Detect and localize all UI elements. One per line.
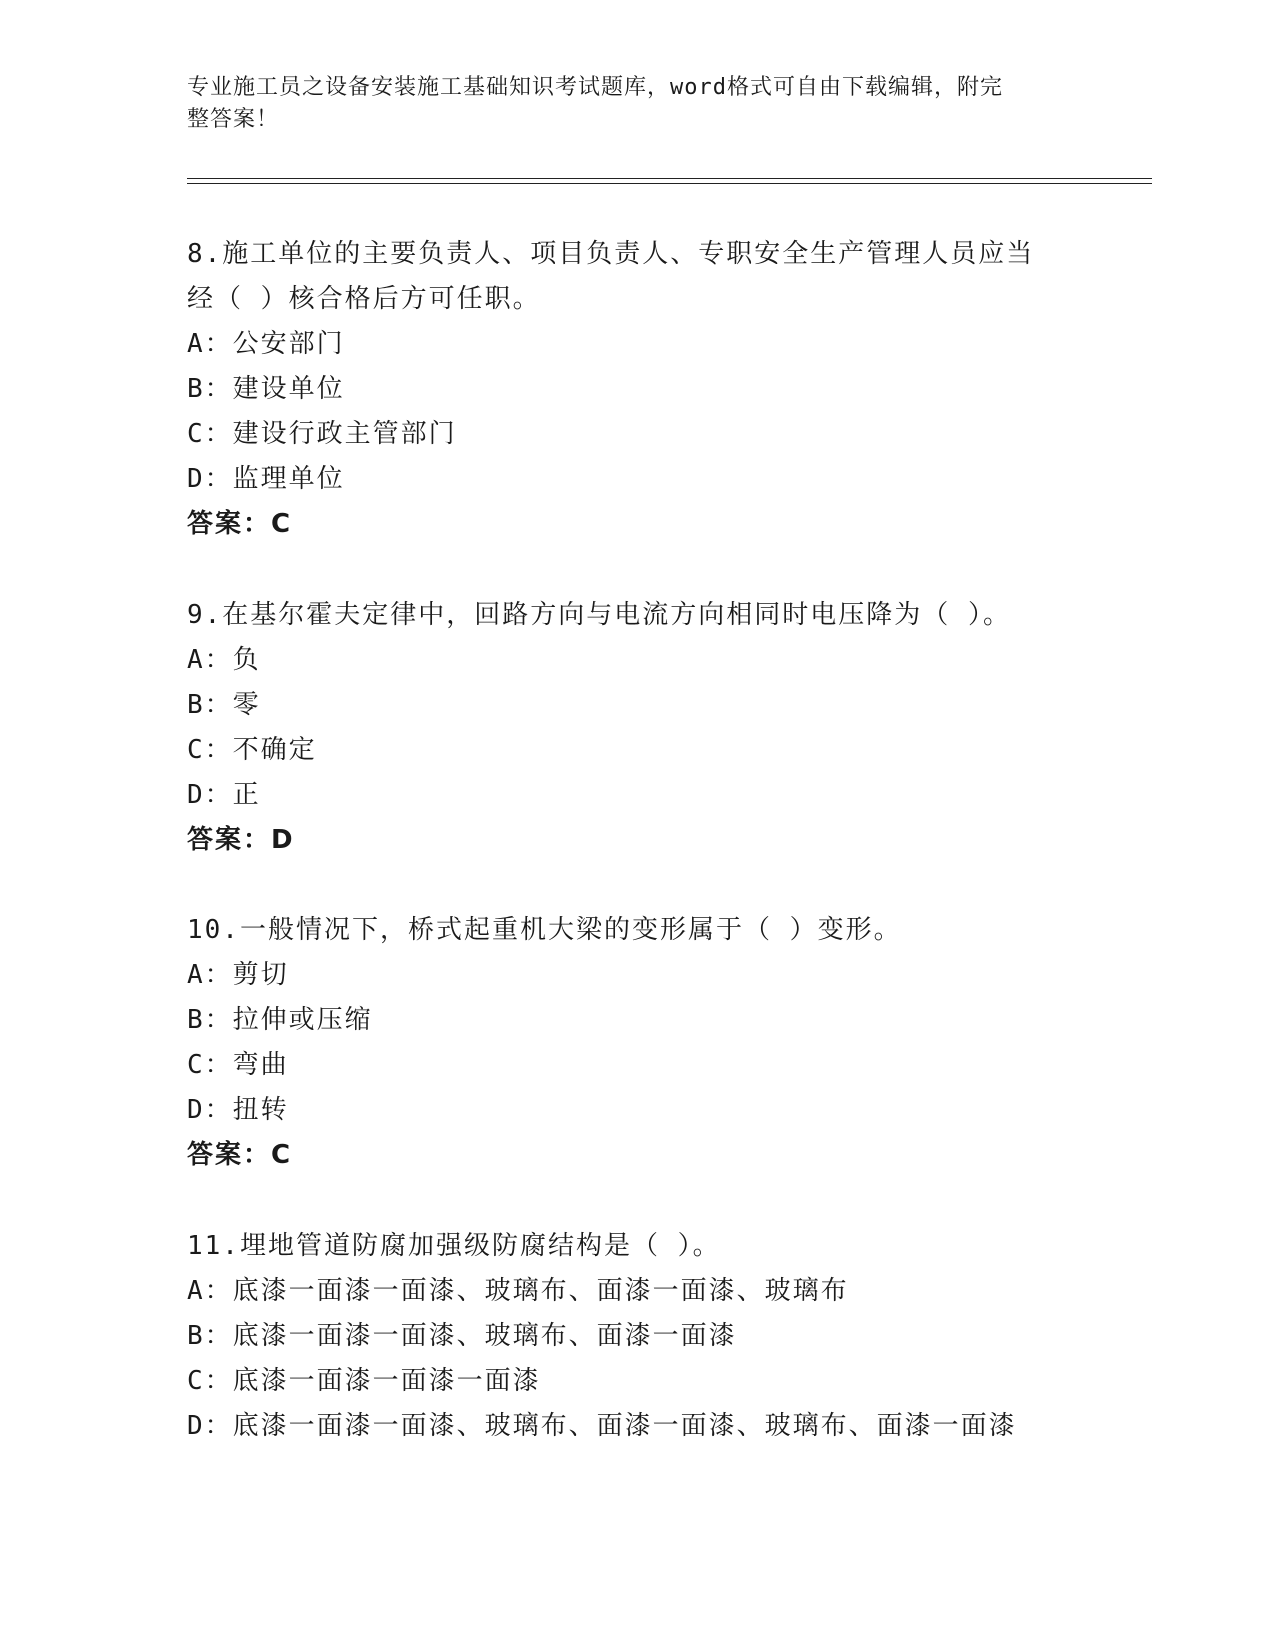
option-c: C：建设行政主管部门 xyxy=(187,419,457,449)
option-d: D：正 xyxy=(187,780,261,810)
header-divider xyxy=(187,183,1152,184)
option-b: B：底漆一面漆一面漆、玻璃布、面漆一面漆 xyxy=(187,1321,737,1351)
option-c: C：底漆一面漆一面漆一面漆 xyxy=(187,1366,541,1396)
option-c: C：弯曲 xyxy=(187,1050,289,1080)
option-b: B：零 xyxy=(187,690,261,720)
option-d: D：底漆一面漆一面漆、玻璃布、面漆一面漆、玻璃布、面漆一面漆 xyxy=(187,1411,1017,1441)
option-a: A：公安部门 xyxy=(187,329,345,359)
question-stem: 9.在基尔霍夫定律中，回路方向与电流方向相同时电压降为（ ）。 xyxy=(187,600,1011,630)
option-a: A：负 xyxy=(187,645,261,675)
option-a: A：底漆一面漆一面漆、玻璃布、面漆一面漆、玻璃布 xyxy=(187,1276,849,1306)
answer: 答案：C xyxy=(187,1140,293,1170)
option-d: D：监理单位 xyxy=(187,464,345,494)
header-line-1: 专业施工员之设备安装施工基础知识考试题库，word格式可自由下载编辑，附完 xyxy=(187,75,1003,100)
question-11 xyxy=(187,1224,1087,1449)
option-d: D：扭转 xyxy=(187,1095,289,1125)
question-stem: 10.一般情况下，桥式起重机大梁的变形属于（ ）变形。 xyxy=(187,915,902,945)
question-8 xyxy=(187,232,1087,547)
question-stem: 8.施工单位的主要负责人、项目负责人、专职安全生产管理人员应当 xyxy=(187,239,1035,269)
option-b: B：建设单位 xyxy=(187,374,345,404)
answer: 答案：D xyxy=(187,825,295,855)
question-stem: 经（ ）核合格后方可任职。 xyxy=(187,284,541,314)
question-stem: 11.埋地管道防腐加强级防腐结构是（ ）。 xyxy=(187,1231,721,1261)
header-line-2: 整答案！ xyxy=(187,107,280,132)
answer: 答案：C xyxy=(187,509,293,539)
option-c: C：不确定 xyxy=(187,735,317,765)
question-10 xyxy=(187,908,1087,1178)
document-header xyxy=(187,72,1067,136)
header-divider xyxy=(187,178,1152,179)
question-9 xyxy=(187,593,1087,863)
option-a: A：剪切 xyxy=(187,960,289,990)
option-b: B：拉伸或压缩 xyxy=(187,1005,373,1035)
